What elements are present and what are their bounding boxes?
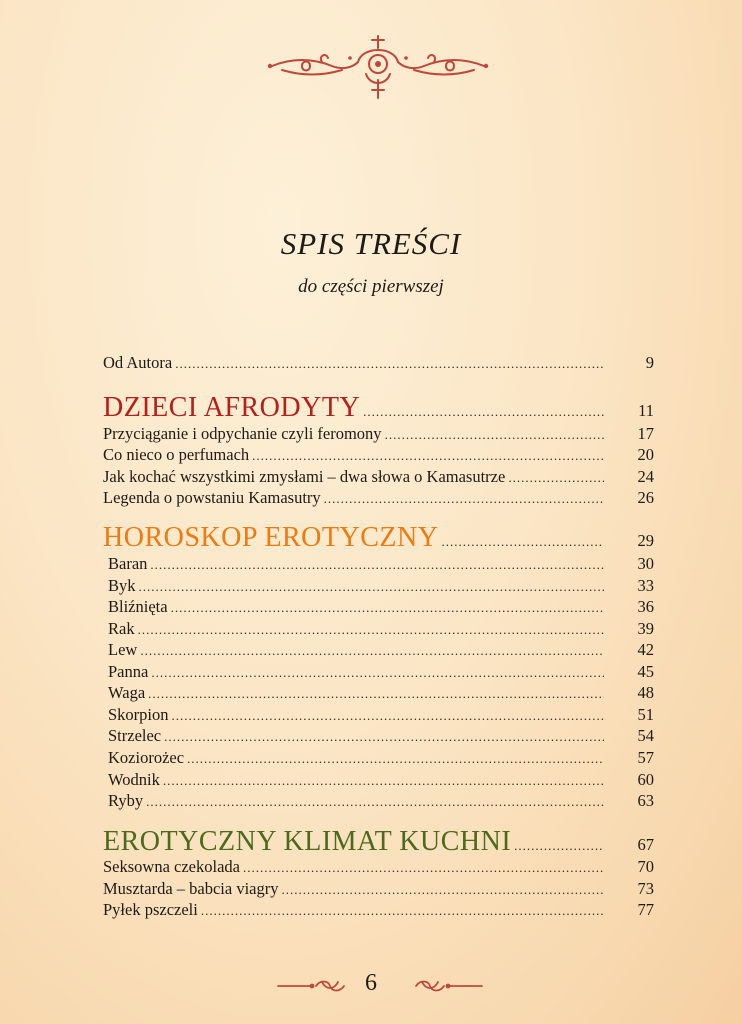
- toc-entry-label: Strzelec: [108, 726, 162, 745]
- toc-entry-label: Legenda o powstaniu Kamasutry: [103, 488, 321, 507]
- toc-entry[interactable]: [103, 857, 654, 878]
- toc-entry-page: 9: [645, 353, 654, 372]
- toc-entry-page: 30: [637, 554, 654, 573]
- dot-leader: [514, 836, 604, 856]
- dot-leader: [324, 489, 604, 509]
- page-subtitle: do części pierwszej: [298, 276, 444, 297]
- dot-leader: [150, 555, 604, 575]
- toc-section-page: 67: [637, 835, 654, 854]
- dot-leader: [151, 663, 604, 683]
- dot-leader: [164, 727, 604, 747]
- toc-entry-label: Waga: [108, 683, 146, 702]
- page-number: 6: [365, 970, 377, 996]
- toc-entry[interactable]: [108, 619, 654, 640]
- toc-section-horoskop-erotyczny[interactable]: [103, 522, 654, 553]
- toc-entry[interactable]: [108, 705, 654, 726]
- toc-entry-label: Przyciąganie i odpychanie czyli feromony: [103, 424, 382, 443]
- toc-entry[interactable]: [108, 640, 654, 661]
- toc-section-title: DZIECI AFRODYTY: [103, 392, 361, 423]
- toc-section-erotyczny-klimat-kuchni[interactable]: [103, 826, 654, 857]
- toc-entry-label: Koziorożec: [108, 748, 185, 767]
- toc-entry[interactable]: [108, 554, 654, 575]
- dot-leader: [281, 880, 604, 900]
- toc-entry[interactable]: [108, 726, 654, 747]
- toc-entry-label: Co nieco o perfumach: [103, 445, 250, 464]
- toc-section-page: 29: [637, 531, 654, 550]
- toc-entry[interactable]: [103, 900, 654, 921]
- dot-leader: [187, 749, 604, 769]
- scroll-ornament-right-icon: [414, 978, 484, 994]
- dot-leader: [252, 446, 604, 466]
- toc-entry-label: Baran: [108, 554, 148, 573]
- toc-entry-label: Byk: [108, 576, 136, 595]
- toc-entry-page: 54: [637, 726, 654, 745]
- dot-leader: [385, 425, 604, 445]
- toc-entry-label: Ryby: [108, 791, 144, 810]
- toc-entry-label: Bliźnięta: [108, 597, 168, 616]
- toc-entry-page: 42: [637, 640, 654, 659]
- toc-entry-page: 70: [637, 857, 654, 876]
- toc-entry-page: 17: [637, 424, 654, 443]
- dot-leader: [138, 620, 604, 640]
- toc-entry[interactable]: [103, 488, 654, 509]
- dot-leader: [508, 468, 604, 488]
- toc-entry-page: 26: [637, 488, 654, 507]
- toc-entry-page: 60: [637, 770, 654, 789]
- toc-entry[interactable]: [108, 770, 654, 791]
- page-footer: [0, 968, 742, 1004]
- toc-entry[interactable]: [103, 445, 654, 466]
- toc-entry-label: Panna: [108, 662, 149, 681]
- toc-entry-intro[interactable]: [103, 353, 654, 374]
- dot-leader: [201, 901, 604, 921]
- dot-leader: [163, 771, 604, 791]
- toc-entry-label: Wodnik: [108, 770, 160, 789]
- dot-leader: [171, 598, 604, 618]
- toc-section-title: HOROSKOP EROTYCZNY: [103, 522, 439, 553]
- toc-section-dzieci-afrodyty[interactable]: [103, 392, 654, 423]
- toc-section-title: EROTYCZNY KLIMAT KUCHNI: [103, 826, 512, 857]
- toc-entry-page: 63: [637, 791, 654, 810]
- dot-leader: [139, 577, 604, 597]
- toc-entry-label: Jak kochać wszystkimi zmysłami – dwa słowa o Kamasutrze: [103, 467, 506, 486]
- toc-entry-page: 57: [637, 748, 654, 767]
- dot-leader: [146, 792, 604, 812]
- dot-leader: [175, 354, 604, 374]
- toc-entry-page: 39: [637, 619, 654, 638]
- toc-entry-label: Pyłek pszczeli: [103, 900, 198, 919]
- dot-leader: [363, 402, 604, 422]
- toc-entry-page: 51: [637, 705, 654, 724]
- toc-entry-label: Seksowna czekolada: [103, 857, 240, 876]
- toc-entry[interactable]: [103, 879, 654, 900]
- page-title: SPIS TREŚCI: [280, 226, 462, 261]
- dot-leader: [243, 858, 604, 878]
- toc-entry-page: 20: [637, 445, 654, 464]
- toc-entry-label: Rak: [108, 619, 135, 638]
- toc-entry[interactable]: [108, 683, 654, 704]
- toc-entry-page: 36: [637, 597, 654, 616]
- toc-entry-label: Skorpion: [108, 705, 169, 724]
- toc-entry[interactable]: [108, 748, 654, 769]
- toc-entry[interactable]: [108, 791, 654, 812]
- toc-entry[interactable]: [108, 597, 654, 618]
- toc-entry-page: 48: [637, 683, 654, 702]
- toc-entry-label: Musztarda – babcia viagry: [103, 879, 279, 898]
- dot-leader: [441, 532, 604, 552]
- toc-entry-page: 77: [637, 900, 654, 919]
- toc-entry[interactable]: [108, 662, 654, 683]
- toc-entry[interactable]: [103, 467, 654, 488]
- dot-leader: [148, 684, 604, 704]
- toc-section-page: 11: [638, 401, 654, 420]
- toc-entry-page: 24: [637, 467, 654, 486]
- toc-entry-label: Lew: [108, 640, 138, 659]
- dot-leader: [172, 706, 604, 726]
- toc-entry-page: 33: [637, 576, 654, 595]
- toc-entry[interactable]: [103, 424, 654, 445]
- dot-leader: [140, 641, 604, 661]
- toc-entry-page: 73: [637, 879, 654, 898]
- toc-entry-label: Od Autora: [103, 353, 173, 372]
- toc-entry[interactable]: [108, 576, 654, 597]
- toc-entry-page: 45: [637, 662, 654, 681]
